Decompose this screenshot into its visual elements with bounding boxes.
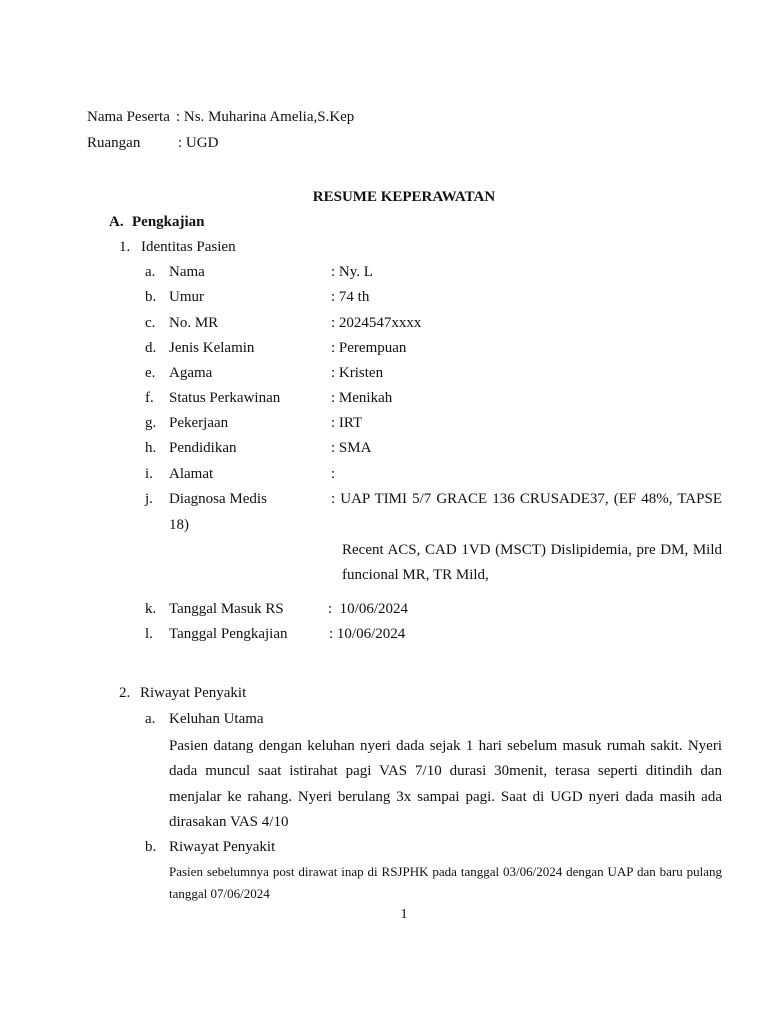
item-label: No. MR xyxy=(169,315,219,331)
item-label: Pekerjaan xyxy=(169,415,229,431)
item-marker: g. xyxy=(145,415,157,431)
item-value: : 2024547xxxx xyxy=(331,315,422,331)
item-value: : SMA xyxy=(331,440,372,456)
sub2-marker: 2. xyxy=(119,685,131,701)
section-a-title: Pengkajian xyxy=(132,214,205,230)
item-label: Umur xyxy=(169,289,204,305)
item-label: Jenis Kelamin xyxy=(169,340,255,356)
item-value: : Ny. L xyxy=(331,264,373,280)
item-value: : 10/06/2024 xyxy=(328,601,409,617)
sub2-a-title: Keluhan Utama xyxy=(169,711,264,727)
item-marker: b. xyxy=(145,289,157,305)
sub2-b-title: Riwayat Penyakit xyxy=(169,839,276,855)
sub2-a-marker: a. xyxy=(145,711,156,727)
medical-history-text: Pasien sebelumnya post dirawat inap di RSJPHK pada tanggal 03/06/2024 dengan UAP dan baru pulang tanggal 07/06/2024 xyxy=(169,864,722,901)
participant-value: : Ns. Muharina Amelia,S.Kep xyxy=(176,109,355,125)
sub2-b-marker: b. xyxy=(145,839,157,855)
item-value: : Menikah xyxy=(331,390,393,406)
diagnosis-value-wrap: 18) xyxy=(169,517,189,533)
item-label: Tanggal Pengkajian xyxy=(169,626,288,642)
diagnosis-value-continued: Recent ACS, CAD 1VD (MSCT) Dislipidemia, pre DM, Mild funcional MR, TR Mild, xyxy=(342,542,722,584)
item-label: Alamat xyxy=(169,466,214,482)
item-value: : IRT xyxy=(331,415,363,431)
section-a-marker: A. xyxy=(109,214,124,230)
item-label: Status Perkawinan xyxy=(169,390,281,406)
item-label: Pendidikan xyxy=(169,440,237,456)
item-value: : Kristen xyxy=(331,365,384,381)
room-label: Ruangan xyxy=(87,135,141,151)
item-marker: h. xyxy=(145,440,157,456)
item-label: Tanggal Masuk RS xyxy=(169,601,284,617)
item-marker: j. xyxy=(145,491,153,507)
item-marker: c. xyxy=(145,315,156,331)
sub1-marker: 1. xyxy=(119,239,131,255)
item-value: : Perempuan xyxy=(331,340,407,356)
item-marker: f. xyxy=(145,390,154,406)
item-label: Nama xyxy=(169,264,205,280)
item-marker: d. xyxy=(145,340,157,356)
document-title: RESUME KEPERAWATAN xyxy=(312,189,496,205)
participant-label: Nama Peserta xyxy=(87,109,170,125)
item-value: : xyxy=(331,466,336,482)
item-marker: e. xyxy=(145,365,156,381)
item-value: : 74 th xyxy=(331,289,370,305)
item-value: : 10/06/2024 xyxy=(329,626,406,642)
sub2-title: Riwayat Penyakit xyxy=(140,685,247,701)
item-marker: k. xyxy=(145,601,157,617)
room-value: : UGD xyxy=(178,135,219,151)
item-label: Diagnosa Medis xyxy=(169,491,267,507)
item-label: Agama xyxy=(169,365,213,381)
page-number: 1 xyxy=(400,907,408,922)
sub1-title: Identitas Pasien xyxy=(141,239,236,255)
item-marker: a. xyxy=(145,264,156,280)
diagnosis-value-line1: : UAP TIMI 5/7 GRACE 136 CRUSADE37, (EF 48%, TAPSE xyxy=(331,491,722,507)
item-marker: i. xyxy=(145,466,153,482)
item-marker: l. xyxy=(145,626,153,642)
chief-complaint-text: Pasien datang dengan keluhan nyeri dada sejak 1 hari sebelum masuk rumah sakit. Nyeri dada muncul saat istirahat pagi VAS 7/10 durasi 30menit, terasa seperti ditindih dan menjalar ke rahang. Nyeri berulang 3x sampai pagi. Saat di UGD nyeri dada masih ada dirasakan VAS 4/10 xyxy=(169,738,722,830)
